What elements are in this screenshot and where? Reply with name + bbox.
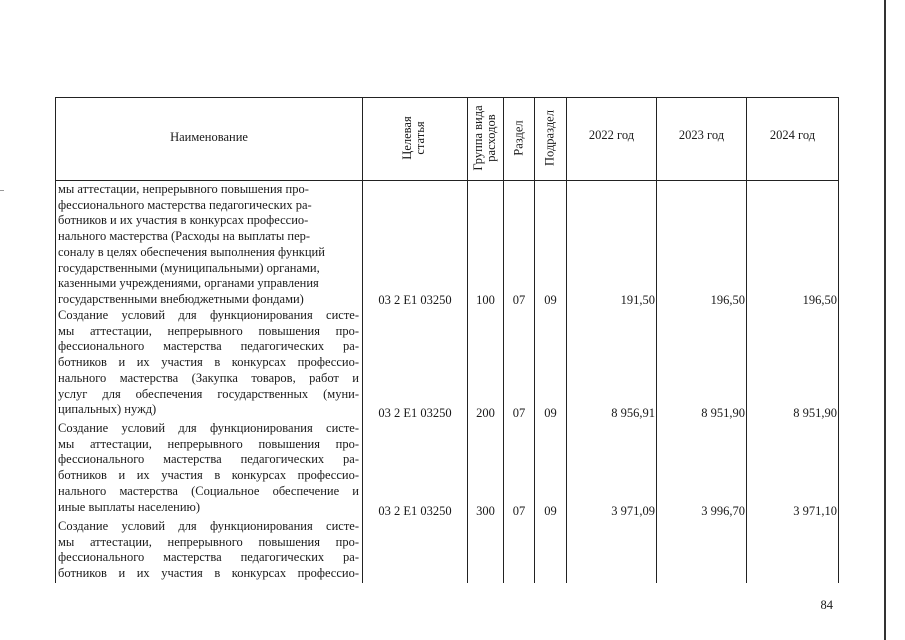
scan-mark [0,190,4,191]
row-3-group: 300 [476,504,495,518]
col-border-left [55,97,56,583]
header-2022: 2022 год [588,128,635,142]
scan-edge [884,0,886,640]
header-2024: 2024 год [769,128,816,142]
row-2-description: Создание условий для функционирования систе- мы аттестации, непрерывного повышения про- фессионального мастерства педагогических ра- ботников и их участия в конкурсах профессио- нального мастерства (Закупка товаров, работ и услуг для обеспечения государственных (муни- ципальных) нужд) [58,308,359,417]
row-3-description: Создание условий для функционирования систе- мы аттестации, непрерывного повышения про- фессионального мастерства педагогических ра- ботников и их участия в конкурсах профессио- нального мастерства (Социальное обеспечение и иные выплаты населению) [58,421,359,514]
row-3-section: 07 [512,504,526,518]
row-1-article: 03 2 Е1 03250 [378,293,452,307]
row-3-subsection: 09 [544,504,557,518]
page-number: 84 [820,598,833,612]
row-2-section: 07 [512,406,526,420]
header-subsection: Подраздел [542,110,557,166]
row-1-group: 100 [476,293,495,307]
header-name: Наименование [170,130,248,144]
row-3-2023: 3 996,70 [701,504,745,518]
row-1-2024: 196,50 [802,293,837,307]
row-1-description: мы аттестации, непрерывного повышения про- фессионального мастерства педагогических ра- ботников и их участия в конкурсах профессио- нального мастерства (Расходы на выплаты пер- соналу в целях обеспечения выполнения функций государственными (муниципальными) органами, казенными учреждениями, органами управления государственными внебюджетными фондами) [58,182,325,306]
table-top-border [55,97,839,98]
header-target-article: Целевая статья [400,116,427,160]
row-1-subsection: 09 [544,293,557,307]
row-4-description: Создание условий для функционирования систе- мы аттестации, непрерывного повышения про- фессионального мастерства педагогических ра- ботников и их участия в конкурсах профессио- [58,519,359,581]
row-3-2022: 3 971,09 [611,504,655,518]
row-2-2022: 8 956,91 [611,406,655,420]
row-2-2023: 8 951,90 [701,406,745,420]
row-2-subsection: 09 [544,406,557,420]
header-bottom-border [55,180,839,181]
col-border-right [838,97,839,583]
row-1-2022: 191,50 [620,293,655,307]
row-1-2023: 196,50 [710,293,745,307]
row-3-article: 03 2 Е1 03250 [378,504,452,518]
row-2-article: 03 2 Е1 03250 [378,406,452,420]
row-2-group: 200 [476,406,495,420]
row-1-section: 07 [512,293,526,307]
header-section: Раздел [511,120,526,156]
header-2023: 2023 год [678,128,725,142]
row-2-2024: 8 951,90 [793,406,837,420]
header-expense-group: Группа вида расходов [471,105,498,171]
row-3-2024: 3 971,10 [793,504,837,518]
